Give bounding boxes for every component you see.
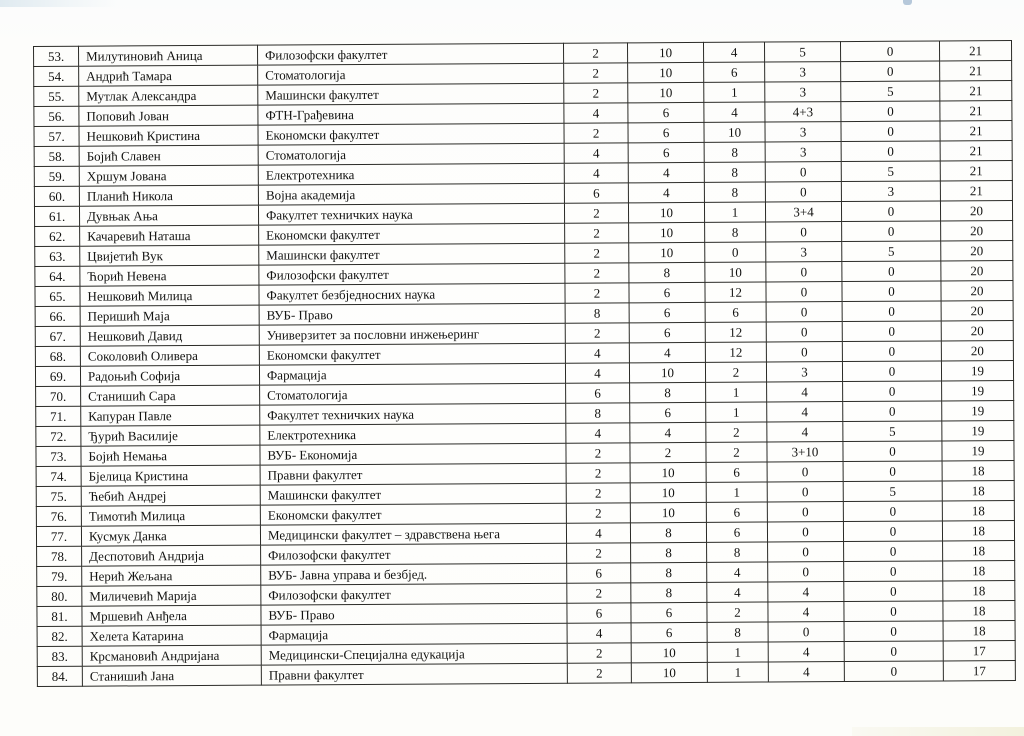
score-cell: 0 [844,561,943,582]
score-cell: 0 [841,201,940,222]
score-cell: 2 [565,283,629,303]
student-name: Станишић Сара [81,385,260,406]
score-cell: 4+3 [765,102,841,122]
score-cell: 0 [765,182,841,202]
score-cell: 4 [707,562,768,582]
score-cell: 0 [843,521,942,542]
student-name: Мршевић Анђела [82,605,261,626]
score-cell: 2 [564,123,628,143]
score-cell: 6 [706,502,767,522]
score-cell: 3 [841,181,940,202]
row-number: 58. [34,146,79,166]
faculty-name: ВУБ- Право [261,603,567,625]
row-number: 60. [34,186,79,206]
score-cell: 0 [767,502,843,522]
score-cell: 10 [629,242,705,262]
score-cell: 0 [842,261,941,282]
score-cell: 8 [707,622,768,642]
score-cell: 4 [707,582,768,602]
faculty-name: Економски факултет [259,223,565,245]
score-cell: 4 [768,662,844,682]
faculty-name: Економски факултет [258,123,564,145]
score-cell: 3+4 [765,202,841,222]
total-points-cell: 21 [940,161,1012,181]
score-cell: 10 [705,262,766,282]
row-number: 74. [36,466,81,486]
faculty-name: Правни факултет [260,463,566,485]
faculty-name: Електротехника [258,163,564,185]
score-cell: 0 [766,222,842,242]
score-cell: 10 [629,222,705,242]
faculty-name: Филозофски факултет [257,43,563,65]
score-cell: 0 [840,41,939,62]
student-name: Андрић Тамара [79,65,258,86]
score-cell: 4 [628,162,704,182]
faculty-name: Факултет техничких наука [260,403,566,425]
row-number: 68. [35,346,80,366]
score-cell: 4 [630,422,706,442]
student-name: Дувњак Ања [79,205,258,226]
score-cell: 8 [629,262,705,282]
total-points-cell: 18 [942,461,1014,481]
row-number: 78. [37,546,82,566]
score-cell: 5 [841,81,940,102]
row-number: 66. [35,306,80,326]
total-points-cell: 19 [942,421,1014,441]
student-name: Станишић Јана [82,665,261,686]
score-cell: 4 [768,642,844,662]
score-cell: 4 [628,182,704,202]
row-number: 63. [35,246,80,266]
score-cell: 0 [843,461,942,482]
score-cell: 8 [565,303,629,323]
score-cell: 4 [564,103,628,123]
faculty-name: ФТН-Грађевина [258,103,564,125]
row-number: 84. [37,666,82,686]
score-cell: 0 [843,381,942,402]
row-number: 71. [36,406,81,426]
score-cell: 2 [566,483,630,503]
score-cell: 4 [767,402,843,422]
score-cell: 1 [706,382,767,402]
total-points-cell: 20 [941,321,1013,341]
row-number: 76. [36,506,81,526]
score-cell: 0 [843,401,942,422]
score-cell: 0 [841,101,940,122]
score-cell: 0 [843,501,942,522]
score-cell: 4 [567,623,631,643]
score-cell: 6 [705,302,766,322]
score-cell: 0 [842,221,941,242]
score-cell: 4 [704,102,765,122]
row-number: 73. [36,446,81,466]
student-name: Деспотовић Андрија [82,545,261,566]
student-name: Бјелица Кристина [81,465,260,486]
total-points-cell: 21 [940,141,1012,161]
student-name: Поповић Јован [79,105,258,126]
student-name: Бојић Немања [81,445,260,466]
score-cell: 1 [706,482,767,502]
score-cell: 10 [631,642,707,662]
student-name: Ћебић Андреј [81,485,260,506]
score-cell: 0 [844,581,943,602]
score-cell: 8 [704,182,765,202]
student-name: Ћорић Невена [80,265,259,286]
score-cell: 4 [703,42,764,62]
score-cell: 0 [767,462,843,482]
score-cell: 1 [706,402,767,422]
score-cell: 0 [768,542,844,562]
score-cell: 10 [628,62,704,82]
score-cell: 0 [768,622,844,642]
score-cell: 10 [629,362,705,382]
student-name: Качаревић Наташа [80,225,259,246]
student-name: Нешковић Кристина [79,125,258,146]
score-cell: 2 [630,442,706,462]
score-cell: 6 [706,522,767,542]
faculty-name: Филозофски факултет [261,583,567,605]
score-cell: 2 [706,442,767,462]
row-number: 72. [36,426,81,446]
student-name: Радоњић Софија [80,365,259,386]
row-number: 75. [36,486,81,506]
total-points-cell: 18 [943,601,1015,621]
score-cell: 6 [566,383,630,403]
faculty-name: ВУБ- Економија [260,443,566,465]
score-cell: 0 [842,301,941,322]
score-cell: 8 [630,382,706,402]
student-name: Хелета Катарина [82,625,261,646]
score-cell: 6 [567,563,631,583]
student-name: Крсмановић Андријана [82,645,261,666]
total-points-cell: 17 [943,641,1015,661]
score-cell: 4 [565,363,629,383]
score-cell: 2 [567,583,631,603]
faculty-name: Правни факултет [261,663,567,685]
score-cell: 4 [565,343,629,363]
score-cell: 5 [841,161,940,182]
student-ranking-table [33,40,1016,687]
row-number: 53. [34,46,79,66]
total-points-cell: 20 [941,241,1013,261]
score-cell: 4 [768,582,844,602]
score-cell: 0 [844,641,943,662]
total-points-cell: 21 [940,81,1012,101]
student-name: Нерић Жељана [82,565,261,586]
score-cell: 8 [704,142,765,162]
faculty-name: Медицински-Специјална едукација [261,643,567,665]
faculty-name: Електротехника [260,423,566,445]
score-cell: 6 [706,462,767,482]
score-cell: 0 [767,522,843,542]
score-cell: 2 [567,643,631,663]
row-number: 57. [34,126,79,146]
total-points-cell: 18 [943,561,1015,581]
row-number: 77. [36,526,81,546]
score-cell: 2 [564,63,628,83]
row-number: 65. [35,286,80,306]
row-number: 82. [37,626,82,646]
faculty-name: Филозофски факултет [261,543,567,565]
scan-smudge-top-left [0,0,118,7]
score-cell: 0 [766,262,842,282]
score-cell: 6 [628,122,704,142]
row-number: 69. [35,366,80,386]
score-cell: 3+10 [767,442,843,462]
score-cell: 1 [704,82,765,102]
score-cell: 6 [629,322,705,342]
score-cell: 0 [842,341,941,362]
score-cell: 2 [567,543,631,563]
score-cell: 4 [767,422,843,442]
score-cell: 12 [705,282,766,302]
faculty-name: Медицински факултет – здравствена њега [260,523,566,545]
score-cell: 0 [767,482,843,502]
score-cell: 3 [765,122,841,142]
score-cell: 10 [628,202,704,222]
score-cell: 0 [844,661,943,682]
total-points-cell: 20 [941,341,1013,361]
score-cell: 1 [704,202,765,222]
score-cell: 6 [564,183,628,203]
score-cell: 0 [841,61,940,82]
faculty-name: Машински факултет [258,83,564,105]
score-cell: 2 [565,263,629,283]
score-cell: 0 [768,562,844,582]
faculty-name: Војна академија [258,183,564,205]
total-points-cell: 21 [940,101,1012,121]
student-name: Ђурић Василије [81,425,260,446]
score-cell: 6 [630,402,706,422]
total-points-cell: 18 [942,521,1014,541]
student-name: Кусмук Данка [81,525,260,546]
total-points-cell: 20 [941,281,1013,301]
score-cell: 4 [566,423,630,443]
score-cell: 4 [566,523,630,543]
score-cell: 10 [630,482,706,502]
total-points-cell: 19 [942,401,1014,421]
score-cell: 3 [765,62,841,82]
score-cell: 6 [628,102,704,122]
faculty-name: Филозофски факултет [259,263,565,285]
score-cell: 6 [629,282,705,302]
faculty-name: Факултет безбједносних наука [259,283,565,305]
student-name: Соколовић Оливера [80,345,259,366]
score-cell: 2 [566,443,630,463]
score-cell: 12 [705,342,766,362]
score-cell: 5 [842,241,941,262]
student-name: Бојић Славен [79,145,258,166]
score-cell: 0 [841,121,940,142]
score-cell: 8 [630,522,706,542]
total-points-cell: 19 [942,381,1014,401]
score-cell: 0 [844,601,943,622]
score-cell: 8 [631,582,707,602]
score-cell: 2 [705,362,766,382]
student-ranking-table-wrap [33,40,1016,687]
faculty-name: Стоматологија [260,383,566,405]
row-number: 70. [36,386,81,406]
score-cell: 2 [564,203,628,223]
total-points-cell: 20 [940,201,1012,221]
score-cell: 0 [766,342,842,362]
score-cell: 0 [766,302,842,322]
total-points-cell: 19 [941,361,1013,381]
score-cell: 2 [706,422,767,442]
row-number: 54. [34,66,79,86]
score-cell: 6 [631,602,707,622]
score-cell: 2 [565,323,629,343]
row-number: 64. [35,266,80,286]
score-cell: 6 [704,62,765,82]
score-cell: 0 [844,621,943,642]
total-points-cell: 18 [942,481,1014,501]
faculty-name: Стоматологија [258,63,564,85]
score-cell: 0 [843,441,942,462]
total-points-cell: 21 [940,61,1012,81]
student-name: Нешковић Давид [80,325,259,346]
scan-mark-top-right [903,0,912,5]
row-number: 59. [34,166,79,186]
score-cell: 12 [705,322,766,342]
total-points-cell: 21 [940,181,1012,201]
total-points-cell: 21 [940,121,1012,141]
row-number: 81. [37,606,82,626]
faculty-name: ВУБ- Право [259,303,565,325]
total-points-cell: 20 [941,261,1013,281]
student-name: Милутиновић Аница [79,45,258,66]
score-cell: 10 [630,502,706,522]
score-cell: 6 [629,302,705,322]
score-cell: 0 [844,541,943,562]
score-cell: 3 [765,142,841,162]
student-name: Мутлак Александра [79,85,258,106]
student-name: Миличевић Марија [82,585,261,606]
total-points-cell: 17 [943,661,1015,681]
score-cell: 5 [764,42,840,62]
score-cell: 0 [766,282,842,302]
score-cell: 2 [707,602,768,622]
score-cell: 5 [843,481,942,502]
faculty-name: Фармација [259,363,565,385]
student-name: Тимотић Милица [81,505,260,526]
score-cell: 0 [842,281,941,302]
student-name: Хршум Јована [79,165,258,186]
row-number: 80. [37,586,82,606]
student-name: Нешковић Милица [80,285,259,306]
score-cell: 6 [567,603,631,623]
score-cell: 10 [628,82,704,102]
score-cell: 0 [842,361,941,382]
row-number: 67. [35,326,80,346]
score-cell: 2 [566,463,630,483]
score-cell: 2 [567,663,631,683]
faculty-name: Економски факултет [259,343,565,365]
score-cell: 10 [631,662,707,682]
row-number: 56. [34,106,79,126]
faculty-name: Машински факултет [259,243,565,265]
score-cell: 3 [766,362,842,382]
score-cell: 3 [765,82,841,102]
table-body [34,41,1016,687]
row-number: 79. [37,566,82,586]
scan-smudge-bottom-right [852,727,1024,736]
score-cell: 4 [767,382,843,402]
score-cell: 1 [707,642,768,662]
score-cell: 6 [628,142,704,162]
faculty-name: ВУБ- Јавна управа и безбјед. [261,563,567,585]
total-points-cell: 20 [941,221,1013,241]
score-cell: 8 [566,403,630,423]
score-cell: 0 [765,162,841,182]
faculty-name: Стоматологија [258,143,564,165]
score-cell: 8 [631,542,707,562]
row-number: 83. [37,646,82,666]
score-cell: 1 [707,662,768,682]
score-cell: 8 [705,222,766,242]
score-cell: 8 [631,562,707,582]
total-points-cell: 18 [943,541,1015,561]
score-cell: 0 [841,141,940,162]
score-cell: 4 [629,342,705,362]
total-points-cell: 19 [942,441,1014,461]
faculty-name: Фармација [261,623,567,645]
total-points-cell: 20 [941,301,1013,321]
total-points-cell: 18 [942,501,1014,521]
score-cell: 10 [630,462,706,482]
row-number: 62. [35,226,80,246]
score-cell: 10 [627,42,703,62]
score-cell: 2 [563,43,627,63]
score-cell: 5 [843,421,942,442]
score-cell: 4 [564,143,628,163]
student-name: Перишић Маја [80,305,259,326]
score-cell: 8 [707,542,768,562]
score-cell: 6 [631,622,707,642]
row-number: 61. [34,206,79,226]
student-name: Капуран Павле [81,405,260,426]
row-number: 55. [34,86,79,106]
score-cell: 10 [704,122,765,142]
faculty-name: Економски факултет [260,503,566,525]
score-cell: 0 [766,322,842,342]
score-cell: 0 [842,321,941,342]
faculty-name: Факултет техничких наука [258,203,564,225]
faculty-name: Универзитет за пословни инжењеринг [259,323,565,345]
score-cell: 8 [704,162,765,182]
faculty-name: Машински факултет [260,483,566,505]
score-cell: 0 [705,242,766,262]
student-name: Цвијетић Вук [80,245,259,266]
score-cell: 2 [566,503,630,523]
score-cell: 2 [565,243,629,263]
total-points-cell: 21 [939,41,1011,61]
score-cell: 4 [768,602,844,622]
score-cell: 4 [564,163,628,183]
score-cell: 2 [564,83,628,103]
score-cell: 2 [565,223,629,243]
student-name: Планић Никола [79,185,258,206]
total-points-cell: 18 [943,621,1015,641]
score-cell: 3 [766,242,842,262]
total-points-cell: 18 [943,581,1015,601]
